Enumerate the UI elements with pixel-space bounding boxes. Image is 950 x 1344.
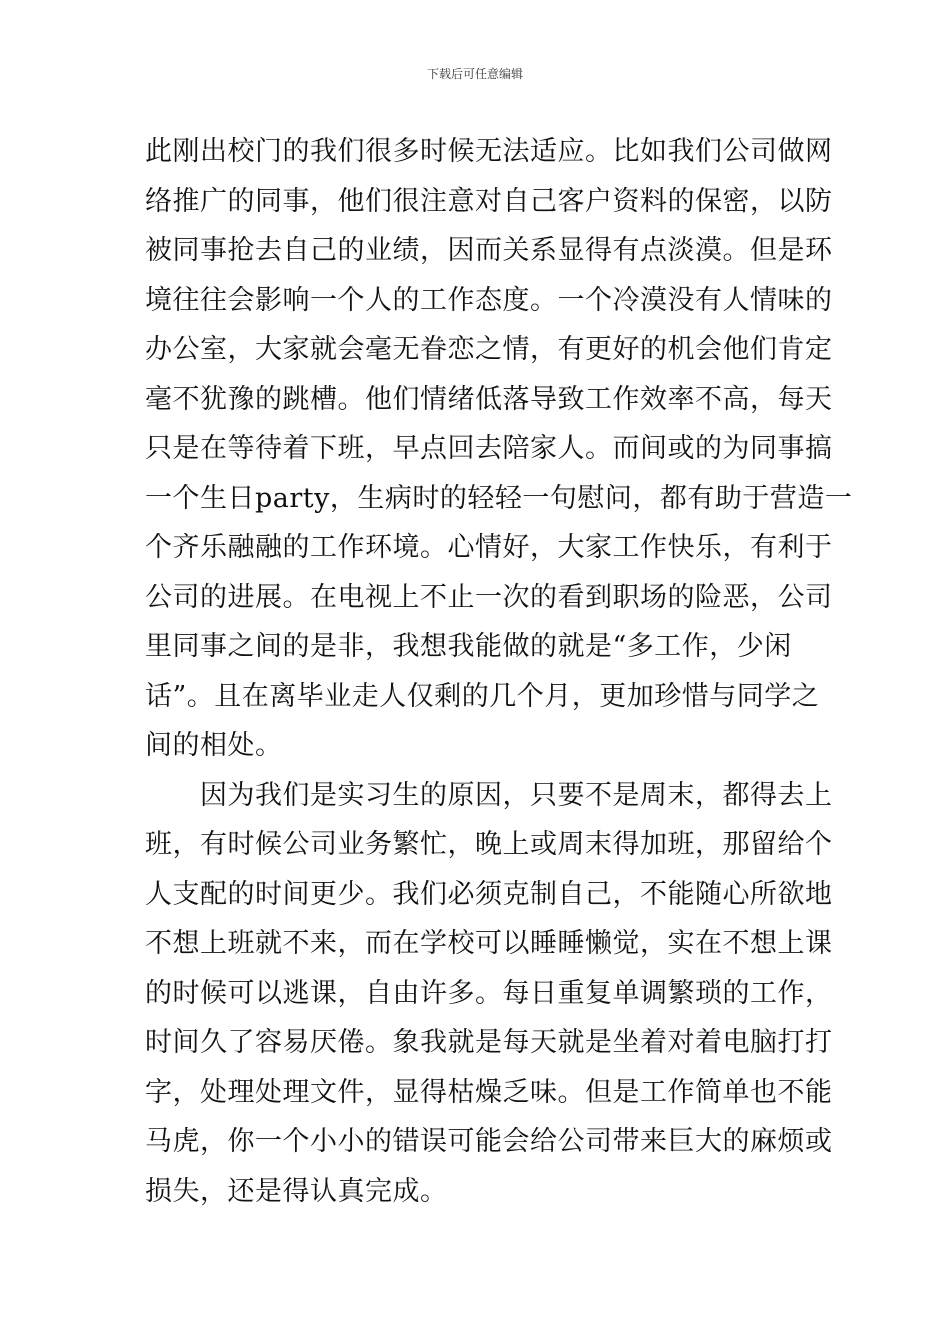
text-line: 此刚出校门的我们很多时候无法适应。比如我们公司做网	[145, 136, 833, 167]
text-line: 个齐乐融融的工作环境。心情好，大家工作快乐，有利于	[145, 532, 833, 563]
text-line: 络推广的同事，他们很注意对自己客户资料的保密，以防	[145, 185, 833, 217]
text-line: 因为我们是实习生的原因，只要不是周末，都得去上	[145, 779, 833, 811]
text-line: 里同事之间的是非，我想我能做的就是“多工作，少闲	[145, 631, 792, 662]
page-header: 下载后可任意编辑	[426, 67, 523, 81]
text-line: 时间久了容易厌倦。象我就是每天就是坐着对着电脑打打	[145, 1027, 833, 1058]
text-line: 办公室，大家就会毫无眷恋之情，有更好的机会他们肯定	[145, 334, 833, 365]
text-line: 毫不犹豫的跳槽。他们情绪低落导致工作效率不高，每天	[145, 383, 833, 415]
text-line: 话”。且在离毕业走人仅剩的几个月，更加珍惜与同学之	[145, 680, 820, 712]
text-line: 被同事抢去自己的业绩，因而关系显得有点淡漠。但是环	[145, 235, 833, 266]
text-line: 的时候可以逃课，自由许多。每日重复单调繁琐的工作，	[145, 977, 833, 1009]
text-line: 只是在等待着下班，早点回去陪家人。而间或的为同事搞	[145, 433, 833, 464]
text-line: 班，有时候公司业务繁忙，晚上或周末得加班，那留给个	[145, 829, 833, 860]
text-line: 损失，还是得认真完成。	[145, 1175, 448, 1207]
text-line: 间的相处。	[145, 730, 283, 761]
text-line: 马虎，你一个小小的错误可能会给公司带来巨大的麻烦或	[145, 1126, 833, 1157]
text-line: 不想上班就不来，而在学校可以睡睡懒觉，实在不想上课	[145, 928, 833, 959]
text-line: 一个生日party，生病时的轻轻一句慰问，都有助于营造一	[145, 482, 853, 514]
text-line: 境往往会影响一个人的工作态度。一个冷漠没有人情味的	[145, 284, 833, 316]
text-line: 字，处理处理文件，显得枯燥乏味。但是工作简单也不能	[145, 1076, 833, 1108]
text-line: 公司的进展。在电视上不止一次的看到职场的险恶，公司	[145, 581, 833, 613]
text-line: 人支配的时间更少。我们必须克制自己，不能随心所欲地	[145, 878, 833, 910]
body-text	[145, 127, 853, 1216]
